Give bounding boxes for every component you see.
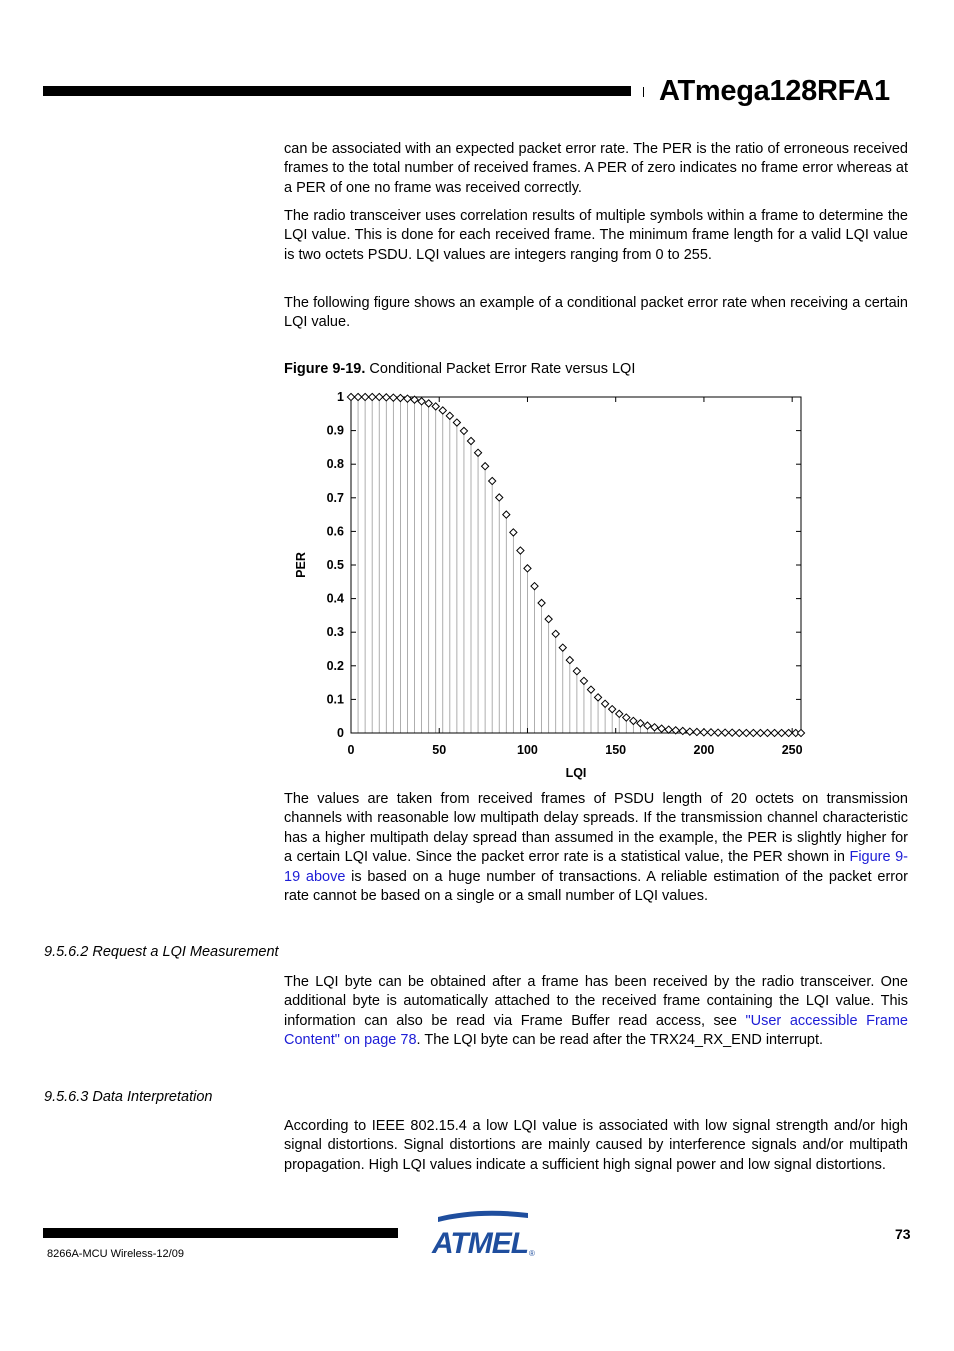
y-tick-label: 0.7 [326, 490, 344, 505]
data-point [700, 729, 707, 736]
figure-caption [284, 361, 635, 377]
header-rule-tick [643, 87, 644, 97]
data-point [390, 394, 397, 401]
data-point [693, 728, 700, 735]
data-point [757, 729, 764, 736]
figure-9-19-link[interactable]: Figure 9-19 above [284, 849, 908, 885]
data-point [594, 694, 601, 701]
x-tick-label: 200 [693, 743, 715, 757]
data-point [573, 668, 580, 675]
chart-points [347, 393, 804, 736]
paragraph-lqi-byte-text-b: . The LQI byte can be read after the TRX24_RX_END interrupt. [416, 1032, 824, 1049]
data-point [432, 403, 439, 410]
data-point [637, 720, 644, 727]
data-point [496, 494, 503, 501]
data-point [616, 710, 623, 717]
data-point [771, 729, 778, 736]
x-tick-label: 0 [347, 743, 355, 757]
x-tick-label: 150 [605, 743, 627, 757]
paragraph-lqi-correlation: The radio transceiver uses correlation results of multiple symbols within a frame to determine the LQI value. This is done for each received frame. The minimum frame length for a valid LQI value is two octets PSDU. LQI values are integers ranging from 0 to 255. [284, 208, 908, 263]
data-point [722, 729, 729, 736]
x-tick-label: 100 [517, 743, 538, 757]
data-point [785, 729, 792, 736]
data-point [538, 599, 545, 606]
page-title: ATmega128RFA1 [659, 75, 890, 107]
data-point [425, 400, 432, 407]
data-point [729, 729, 736, 736]
page-number: 73 [895, 1226, 911, 1242]
data-point [482, 463, 489, 470]
y-tick-label: 0.4 [326, 591, 344, 606]
x-tick-label: 250 [781, 743, 803, 757]
data-point [686, 728, 693, 735]
data-point [764, 729, 771, 736]
data-point [778, 729, 785, 736]
y-tick-label: 0.2 [326, 658, 344, 673]
data-point [369, 393, 376, 400]
data-point [797, 729, 804, 736]
data-point [552, 630, 559, 637]
data-point [736, 729, 743, 736]
paragraph-values-text-b: is based on a huge number of transactions. A reliable estimation of the packet error rate cannot be based on a single or a small number of LQI values. [284, 868, 908, 905]
document-id: 8266A-MCU Wireless-12/09 [47, 1248, 184, 1260]
atmel-logo-text: ATMEL [431, 1227, 529, 1259]
data-point [644, 722, 651, 729]
paragraph-values-explanation [284, 790, 908, 906]
frame-content-link[interactable]: "User accessible Frame Content" on page 78 [284, 1012, 908, 1049]
data-point [474, 449, 481, 456]
plot-frame [351, 397, 801, 733]
data-point [651, 724, 658, 731]
x-axis-label: LQI [565, 766, 587, 780]
data-point [658, 725, 665, 732]
paragraph-figure-intro: The following figure shows an example of a conditional packet error rate when receiving a certain LQI value. [284, 295, 908, 331]
atmel-logo-swoosh [438, 1211, 528, 1222]
data-point [566, 656, 573, 663]
x-tick-label: 50 [432, 743, 447, 757]
data-point [503, 511, 510, 518]
data-point [714, 729, 721, 736]
paragraph-values-text-a: The values are taken from received frames of PSDU length of 20 octets on transmission channels with reasonable low multipath delay spreads. If the transmission channel characteristic has a higher multipath delay spread than assumed in the example, the PER is slightly higher for a certain LQI value. Since the packet error rate is a statistical value, the PER shown in [284, 791, 908, 866]
paragraph-lqi-byte-text-a: The LQI byte can be obtained after a frame has been received by the radio transceiver. One additional byte is automatically attached to the received frame containing the LQI value. This information can also be read via Frame Buffer read access, see [284, 974, 908, 1029]
paragraph-lqi-byte [284, 973, 908, 1051]
y-tick-label: 0.8 [326, 457, 344, 472]
data-point [510, 529, 517, 536]
header-rule [43, 86, 631, 96]
data-point [679, 727, 686, 734]
data-point [418, 398, 425, 405]
data-point [467, 437, 474, 444]
data-point [630, 717, 637, 724]
section-heading-data-interpretation: 9.5.6.3 Data Interpretation [44, 1089, 213, 1105]
registered-mark: ® [529, 1249, 535, 1258]
y-tick-label: 0.6 [326, 524, 344, 539]
y-tick-label: 0.3 [326, 625, 344, 640]
data-point [623, 714, 630, 721]
paragraph-per-intro: can be associated with an expected packet error rate. The PER is the ratio of erroneous received frames to the total number of received frames. A PER of zero indicates no frame error whereas at a PER of one no frame was received correctly. [284, 141, 908, 196]
paragraph-data-interpretation: According to IEEE 802.15.4 a low LQI value is associated with low signal strength and/or high signal distortions. Signal distortions are mainly caused by interference signals and/or multipath propagation. High LQI values indicate a sufficient high signal power and low signal distortions. [284, 1118, 908, 1173]
data-point [580, 677, 587, 684]
y-axis-label: PER [294, 552, 308, 578]
data-point [354, 393, 361, 400]
data-point [707, 729, 714, 736]
y-tick-label: 0.5 [326, 558, 344, 572]
y-tick-label: 1 [337, 390, 344, 404]
chart-ticks [327, 390, 803, 757]
data-point [609, 706, 616, 713]
per-vs-lqi-chart [280, 380, 820, 785]
data-point [446, 412, 453, 419]
section-heading-request-lqi: 9.5.6.2 Request a LQI Measurement [44, 944, 279, 960]
data-point [602, 700, 609, 707]
data-point [750, 729, 757, 736]
data-point [545, 615, 552, 622]
data-point [559, 644, 566, 651]
data-point [489, 477, 496, 484]
data-point [404, 395, 411, 402]
data-point [665, 726, 672, 733]
data-point [383, 394, 390, 401]
data-point [531, 583, 538, 590]
data-point [517, 547, 524, 554]
data-point [743, 729, 750, 736]
data-point [376, 393, 383, 400]
figure-caption-text: Conditional Packet Error Rate versus LQI [365, 361, 636, 377]
y-tick-label: 0 [337, 726, 344, 740]
y-tick-label: 0.1 [326, 692, 344, 707]
figure-label: Figure 9-19. [284, 361, 366, 377]
data-point [362, 393, 369, 400]
chart-stems [351, 397, 801, 733]
data-point [347, 393, 354, 400]
data-point [453, 419, 460, 426]
atmel-logo [428, 1209, 536, 1259]
data-point [439, 407, 446, 414]
data-point [524, 565, 531, 572]
data-point [397, 394, 404, 401]
footer-rule [43, 1228, 398, 1238]
data-point [587, 686, 594, 693]
data-point [460, 427, 467, 434]
y-tick-label: 0.9 [326, 423, 344, 438]
